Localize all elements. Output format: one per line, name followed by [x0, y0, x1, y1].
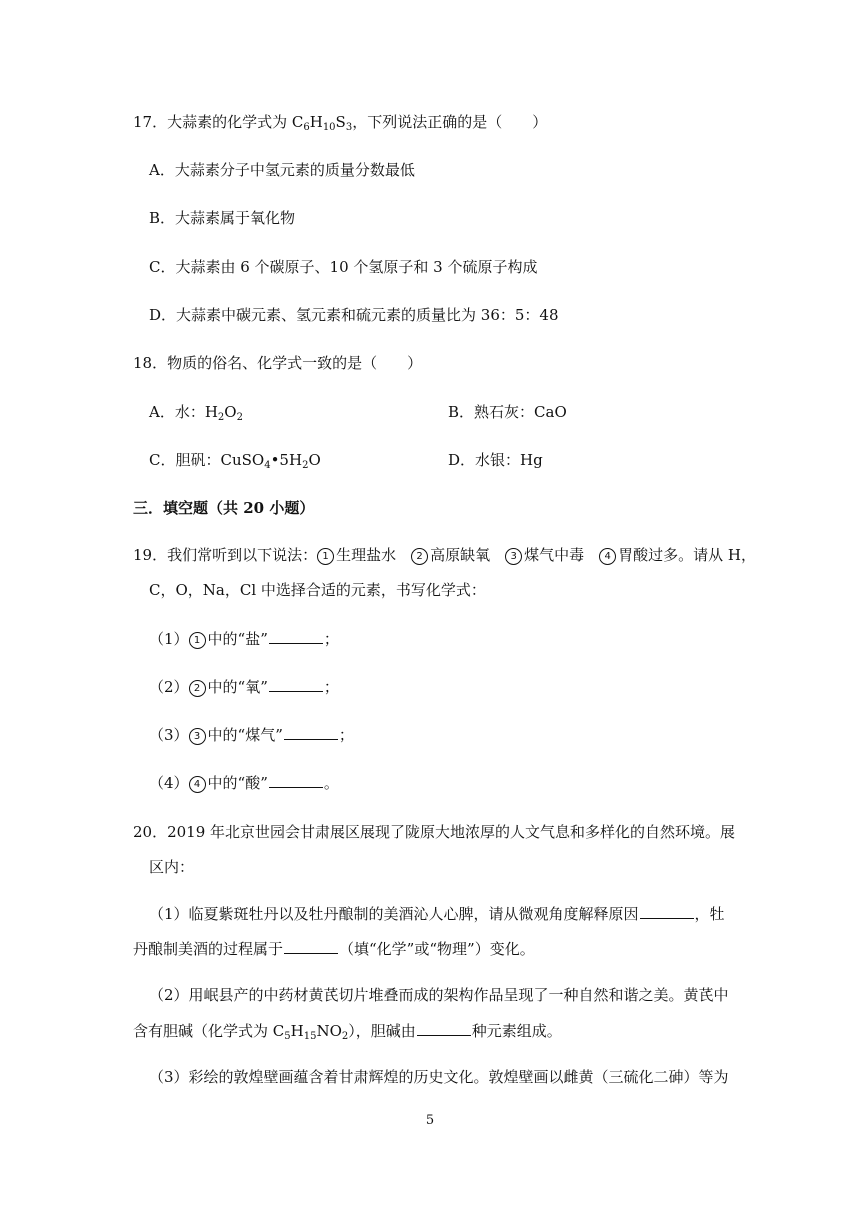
answer-blank	[417, 1020, 471, 1036]
question-19-stem-continued: C，O，Na，Cl 中选择合适的元素，书写化学式：	[149, 581, 486, 599]
answer-blank	[269, 772, 323, 788]
question-20-stem-continued: 区内：	[149, 858, 195, 876]
question-17-option-a: A．大蒜素分子中氢元素的质量分数最低	[149, 161, 415, 179]
answer-blank	[284, 724, 338, 740]
circled-number-4: 4	[599, 548, 616, 565]
question-17-stem: 17．大蒜素的化学式为 $C_6H_{10}S_3$，下列说法正确的是（ ）	[133, 113, 548, 133]
answer-blank	[640, 903, 694, 919]
question-18-option-c: C．胆矾：$CuSO_4•5H_2O$	[149, 451, 321, 471]
question-18-option-b: B．熟石灰：CaO	[448, 403, 567, 421]
answer-blank	[284, 938, 338, 954]
question-20-stem: 20．2019 年北京世园会甘肃展区展现了陇原大地浓厚的人文气息和多样化的自然环境。展	[133, 823, 736, 841]
circled-number-2: 2	[411, 548, 428, 565]
question-20-part-2: （2）用岷县产的中药材黄芪切片堆叠而成的架构作品呈现了一种自然和谐之美。黄芪中	[149, 986, 729, 1004]
question-19-stem: 19．我们常听到以下说法： 1 生理盐水 2 高原缺氧 3 煤气中毒 4 胃酸过多。请从 H，	[133, 546, 756, 564]
circled-number-3: 3	[505, 548, 522, 565]
question-17-option-d: D．大蒜素中碳元素、氢元素和硫元素的质量比为 36：5：48	[149, 306, 559, 324]
question-18-option-d: D．水银：Hg	[448, 451, 543, 469]
question-18-stem: 18．物质的俗名、化学式一致的是（ ）	[133, 354, 423, 372]
question-20-part-1: （1）临夏紫斑牡丹以及牡丹酿制的美酒沁人心脾，请从微观角度解释原因 ，牡	[149, 905, 725, 923]
section-title: 三．填空题（共 20 小题）	[133, 499, 315, 517]
question-18-option-a: A．水：$H_2O_2$	[149, 403, 243, 423]
question-19-part-2: （2） 2 中的“氧” ；	[149, 678, 339, 696]
question-20-part-1-continued: 丹酿制美酒的过程属于 （填“化学”或“物理”）变化。	[133, 940, 535, 958]
question-20-part-3: （3）彩绘的敦煌壁画蕴含着甘肃辉煌的历史文化。敦煌壁画以雌黄（三硫化二砷）等为	[149, 1068, 729, 1086]
question-20-part-2-continued: 含有胆碱（化学式为 $C_5H_{15}NO_2$），胆碱由 种元素组成。	[133, 1022, 562, 1042]
answer-blank	[269, 676, 323, 692]
page-number: 5	[425, 1113, 435, 1128]
question-19-part-3: （3） 3 中的“煤气” ；	[149, 726, 354, 744]
answer-blank	[269, 628, 323, 644]
question-19-part-4: （4） 4 中的“酸” 。	[149, 774, 339, 792]
question-17-option-c: C．大蒜素由 6 个碳原子、10 个氢原子和 3 个硫原子构成	[149, 258, 538, 276]
circled-number-1: 1	[317, 548, 334, 565]
question-19-part-1: （1） 1 中的“盐” ；	[149, 630, 339, 648]
question-17-option-b: B．大蒜素属于氧化物	[149, 209, 296, 227]
